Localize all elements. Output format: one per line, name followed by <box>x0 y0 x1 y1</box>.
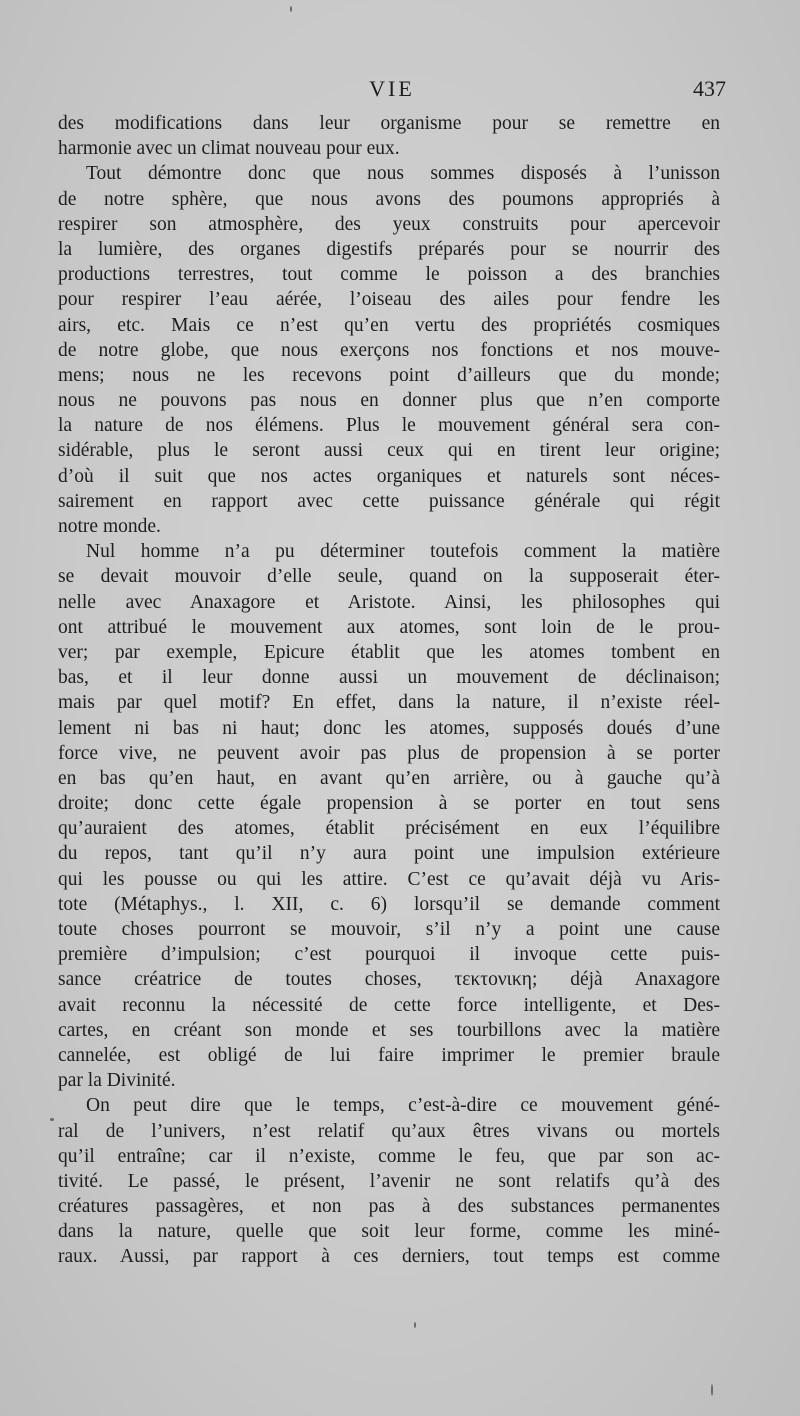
text-line: la nature de nos élémens. Plus le mouvement général sera con- <box>58 415 720 437</box>
text-line: lement ni bas ni haut; donc les atomes, supposés doués d’une <box>58 717 720 739</box>
text-line: toute choses pourront se mouvoir, s’il n’y a point une cause <box>58 919 720 940</box>
body-text <box>58 111 720 1270</box>
running-title: VIE <box>369 76 415 101</box>
page-number: 437 <box>693 76 726 101</box>
text-line: sidérable, plus le seront aussi ceux qui en tirent leur origine; <box>58 440 720 462</box>
text-line: nelle avec Anaxagore et Aristote. Ainsi, les philosophes qui <box>58 591 720 613</box>
text-line: créatures passagères, et non pas à des substances permanentes <box>58 1196 720 1218</box>
page-header <box>58 74 726 104</box>
text-line: productions terrestres, tout comme le poisson a des branchies <box>58 264 720 286</box>
text-line: force vive, ne peuvent avoir pas plus de propension à se porter <box>58 742 720 764</box>
text-line: respirer son atmosphère, des yeux construits pour apercevoir <box>58 213 720 235</box>
text-line: avait reconnu la nécessité de cette force intelligente, et Des- <box>58 994 720 1016</box>
text-line: des modifications dans leur organisme pour se remettre en <box>58 113 720 134</box>
text-line: se devait mouvoir d’elle seule, quand on la supposerait éter- <box>58 566 720 588</box>
text-line: airs, etc. Mais ce n’est qu’en vertu des propriétés cosmiques <box>58 314 720 336</box>
text-line: cartes, en créant son monde et ses tourbillons avec la matière <box>58 1019 720 1041</box>
text-line: Tout démontre donc que nous sommes disposés à l’unisson <box>86 163 720 185</box>
text-line: ral de l’univers, n’est relatif qu’aux êtres vivans ou mortels <box>58 1120 720 1142</box>
text-line: notre monde. <box>58 516 161 537</box>
text-line: cannelée, est obligé de lui faire imprimer le premier braule <box>58 1044 720 1066</box>
text-line: ont attribué le mouvement aux atomes, sont loin de le prou- <box>58 616 720 638</box>
text-line: On peut dire que le temps, c’est-à-dire ce mouvement géné- <box>86 1095 720 1117</box>
text-line: bas, et il leur donne aussi un mouvement de déclinaison; <box>58 667 720 689</box>
text-line: qui les pousse ou qui les attire. C’est ce qu’avait déjà vu Aris- <box>58 868 720 890</box>
text-line: pour respirer l’eau aérée, l’oiseau des ailes pour fendre les <box>58 289 720 311</box>
text-line: dans la nature, quelle que soit leur forme, comme les miné- <box>58 1221 720 1243</box>
text-line: ver; par exemple, Epicure établit que les atomes tombent en <box>58 641 720 663</box>
text-line: en bas qu’en haut, en avant qu’en arrière, ou à gauche qu’à <box>58 767 720 789</box>
text-line: d’où il suit que nos actes organiques et naturels sont néces- <box>58 465 720 487</box>
text-line: nous ne pouvons pas nous en donner plus que n’en comporte <box>58 390 720 412</box>
text-line: raux. Aussi, par rapport à ces derniers, tout temps est comme <box>58 1246 720 1268</box>
paper-speck <box>50 1118 54 1121</box>
text-line: Nul homme n’a pu déterminer toutefois comment la matière <box>86 541 720 563</box>
text-line: mais par quel motif? En effet, dans la nature, il n’existe réel- <box>58 692 720 714</box>
text-line: tote (Métaphys., l. XII, c. 6) lorsqu’il se demande comment <box>58 893 720 915</box>
text-line: qu’il entraîne; car il n’existe, comme le feu, que par son ac- <box>58 1145 720 1167</box>
text-line: du repos, tant qu’il n’y aura point une impulsion extérieure <box>58 843 720 865</box>
text-line: sance créatrice de toutes choses, τεκτονικη; déjà Anaxagore <box>58 969 720 991</box>
text-line: première d’impulsion; c’est pourquoi il invoque cette puis- <box>58 944 720 966</box>
text-line: de notre sphère, que nous avons des poumons appropriés à <box>58 188 720 210</box>
paper-speck <box>290 6 292 12</box>
paper-speck <box>711 1384 713 1396</box>
text-line: qu’auraient des atomes, établit précisément en eux l’équilibre <box>58 818 720 840</box>
text-line: de notre globe, que nous exerçons nos fonctions et nos mouve- <box>58 339 720 361</box>
paper-speck <box>414 1322 416 1328</box>
text-line: mens; nous ne les recevons point d’ailleurs que du monde; <box>58 364 720 386</box>
text-line: harmonie avec un climat nouveau pour eux. <box>58 138 400 160</box>
text-line: sairement en rapport avec cette puissance générale qui régit <box>58 490 720 512</box>
text-line: par la Divinité. <box>58 1070 176 1092</box>
text-line: droite; donc cette égale propension à se porter en tout sens <box>58 793 720 815</box>
text-line: tivité. Le passé, le présent, l’avenir ne sont relatifs qu’à des <box>58 1170 720 1192</box>
text-line: la lumière, des organes digestifs préparés pour se nourrir des <box>58 238 720 260</box>
